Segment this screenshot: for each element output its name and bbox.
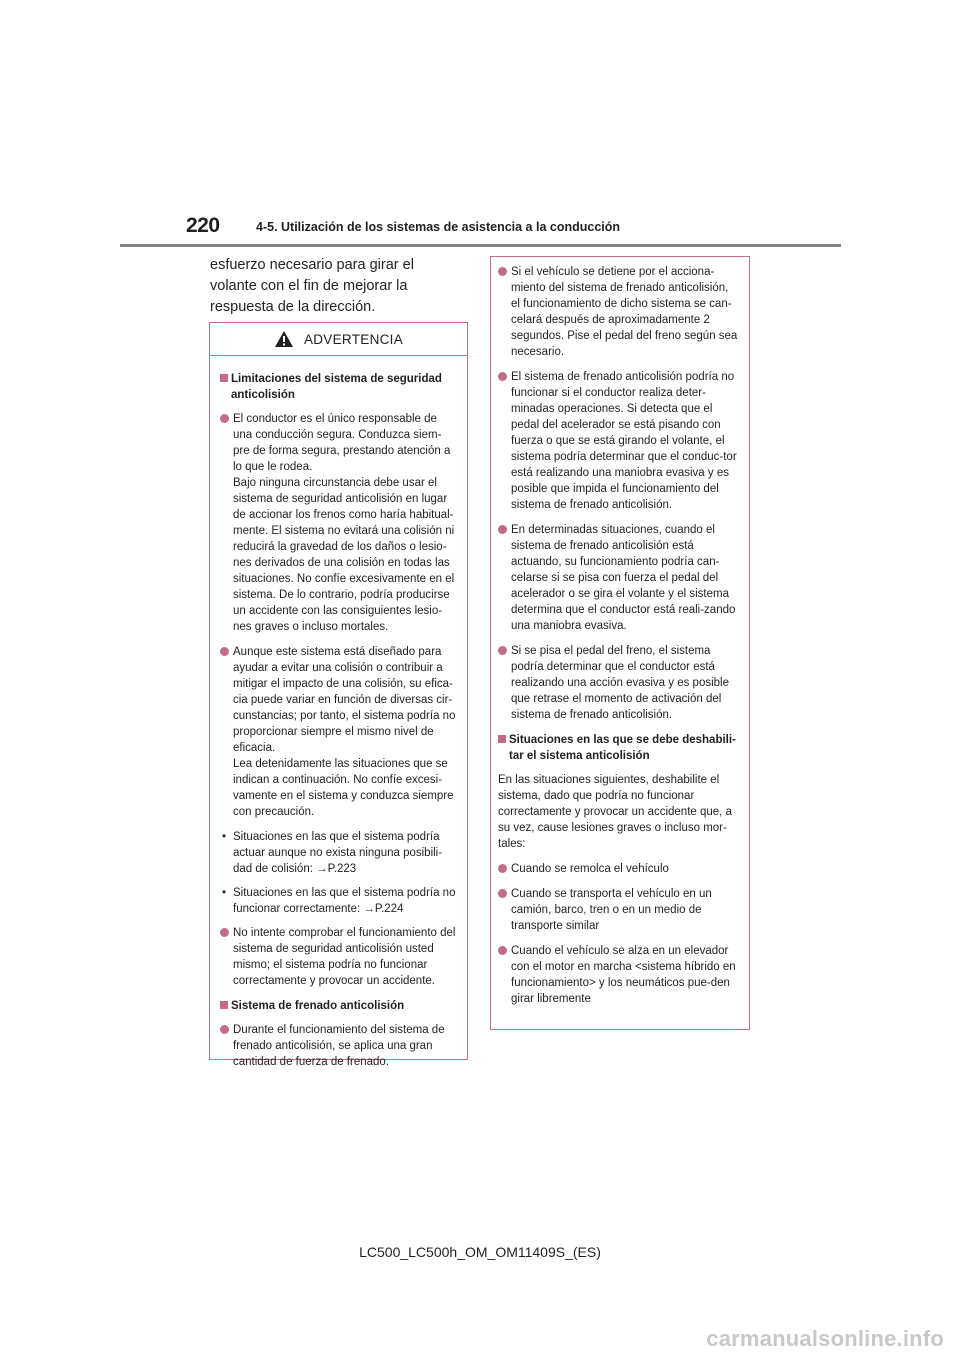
sub-list-item: • Situaciones en las que el sistema podría actuar aunque no exista ninguna posibili-dad de colisión: →P.223 (222, 831, 443, 875)
list-item: Cuando se remolca el vehículo (498, 861, 739, 877)
section-heading: Sistema de frenado anticolisión (220, 998, 457, 1014)
warning-triangle-icon (274, 330, 294, 348)
list-item: El conductor es el único responsable de una conducción segura. Conduzca siem-pre de forma segura, prestando atención a lo que le rodea. Bajo ninguna circunstancia debe usar el sistema de seguridad anticolisión en lugar de accionar los frenos como haría habitual-mente. El sistema no evitará una colisión ni reducirá la gravedad de los daños o lesio-nes derivados de una colisión en todas las situaciones. No confíe excesivamente en el sistema. De lo contrario, podría producirse un accidente con las consiguientes lesio-nes graves o incluso mortales. (220, 411, 457, 635)
list-item: Si se pisa el pedal del freno, el sistema podría determinar que el conductor está realizando una acción evasiva y es posible que retrase el momento de activación del sistema de frenado anticolisión. (498, 643, 739, 723)
page-number: 220 (186, 214, 220, 237)
list-item: Si el vehículo se detiene por el acciona-miento del sistema de frenado anticolisión, el funcionamiento de dicho sistema se can-celará después de aproximadamente 2 segundos. Pise el pedal del freno según sea necesario. (498, 264, 739, 360)
section-heading: Situaciones en las que se debe deshabili-tar el sistema anticolisión (498, 732, 739, 764)
sub-list-item: • Situaciones en las que el sistema podría no funcionar correctamente: →P.224 (222, 887, 456, 915)
intro-paragraph: esfuerzo necesario para girar el volante con el fin de mejorar la respuesta de la dirección. (210, 257, 414, 315)
round-bullet-icon (498, 267, 507, 276)
list-item: Durante el funcionamiento del sistema de frenado anticolisión, se aplica una gran cantidad de fuerza de frenado. (220, 1022, 457, 1070)
page-reference-link[interactable]: Situaciones en las que el sistema podría no funcionar correctamente: →P.224 (233, 887, 456, 915)
watermark: carmanualsonline.info (706, 1326, 944, 1351)
round-bullet-icon (220, 414, 229, 423)
page-reference-link[interactable]: Situaciones en las que el sistema podría actuar aunque no exista ninguna posibili-dad de colisión: →P.223 (233, 831, 443, 875)
list-item: Cuando se transporta el vehículo en un camión, barco, tren o en un medio de transporte similar (498, 886, 739, 934)
round-bullet-icon (220, 647, 229, 656)
round-bullet-icon (220, 1025, 229, 1034)
list-item: El sistema de frenado anticolisión podría no funcionar si el conductor realiza deter-minadas operaciones. Si detecta que el pedal del acelerador se está pisando con fuerza o que se está girando el volante, el sistema podría determinar que el conduc-tor está realizando una maniobra evasiva y es posible que impida el funcionamiento del sistema de frenado anticolisión. (498, 369, 739, 513)
body-paragraph: En las situaciones siguientes, deshabilite el sistema, dado que podría no funcionar correctamente y provocar un accidente que, a su vez, cause lesiones graves o incluso mor-tales: (498, 774, 732, 850)
round-bullet-icon (498, 946, 507, 955)
round-bullet-icon (498, 646, 507, 655)
round-bullet-icon (498, 525, 507, 534)
warning-title: ADVERTENCIA (303, 331, 404, 347)
round-bullet-icon (498, 889, 507, 898)
list-item: Aunque este sistema está diseñado para ayudar a evitar una colisión o contribuir a mitigar el impacto de una colisión, su efica-cia puede variar en función de diversas cir-cunstancias; por tanto, el sistema podría no proporcionar siempre el mismo nivel de eficacia. Lea detenidamente las situaciones que se indican a continuación. No confíe excesi-vamente en el sistema y conduzca siempre con precaución. (220, 644, 457, 820)
header-divider (120, 244, 841, 247)
list-item: No intente comprobar el funcionamiento del sistema de seguridad anticolisión usted mismo; el sistema podría no funcionar correctamente y provocar un accidente. (220, 925, 457, 989)
manual-code: LC500_LC500h_OM_OM11409S_(ES) (359, 1244, 601, 1260)
warning-box-left (209, 322, 468, 1068)
round-bullet-icon (498, 372, 507, 381)
square-bullet-icon (220, 374, 228, 382)
square-bullet-icon (220, 1001, 228, 1009)
round-bullet-icon (220, 928, 229, 937)
square-bullet-icon (498, 735, 506, 743)
list-item: Cuando el vehículo se alza en un elevador con el motor en marcha <sistema híbrido en funcionamiento> y los neumáticos pue-den girar libremente (498, 943, 739, 1007)
list-item: En determinadas situaciones, cuando el sistema de frenado anticolisión está actuando, su funcionamiento podría can-celarse si se pisa con fuerza el pedal del acelerador o se gira el volante y el sistema determina que el conductor está reali-zando una maniobra evasiva. (498, 522, 739, 634)
section-heading: Limitaciones del sistema de seguridad anticolisión (220, 371, 457, 403)
round-bullet-icon (498, 864, 507, 873)
warning-header (210, 323, 467, 356)
section-title: 4-5. Utilización de los sistemas de asistencia a la conducción (256, 220, 621, 234)
warning-box-right (490, 256, 750, 1030)
